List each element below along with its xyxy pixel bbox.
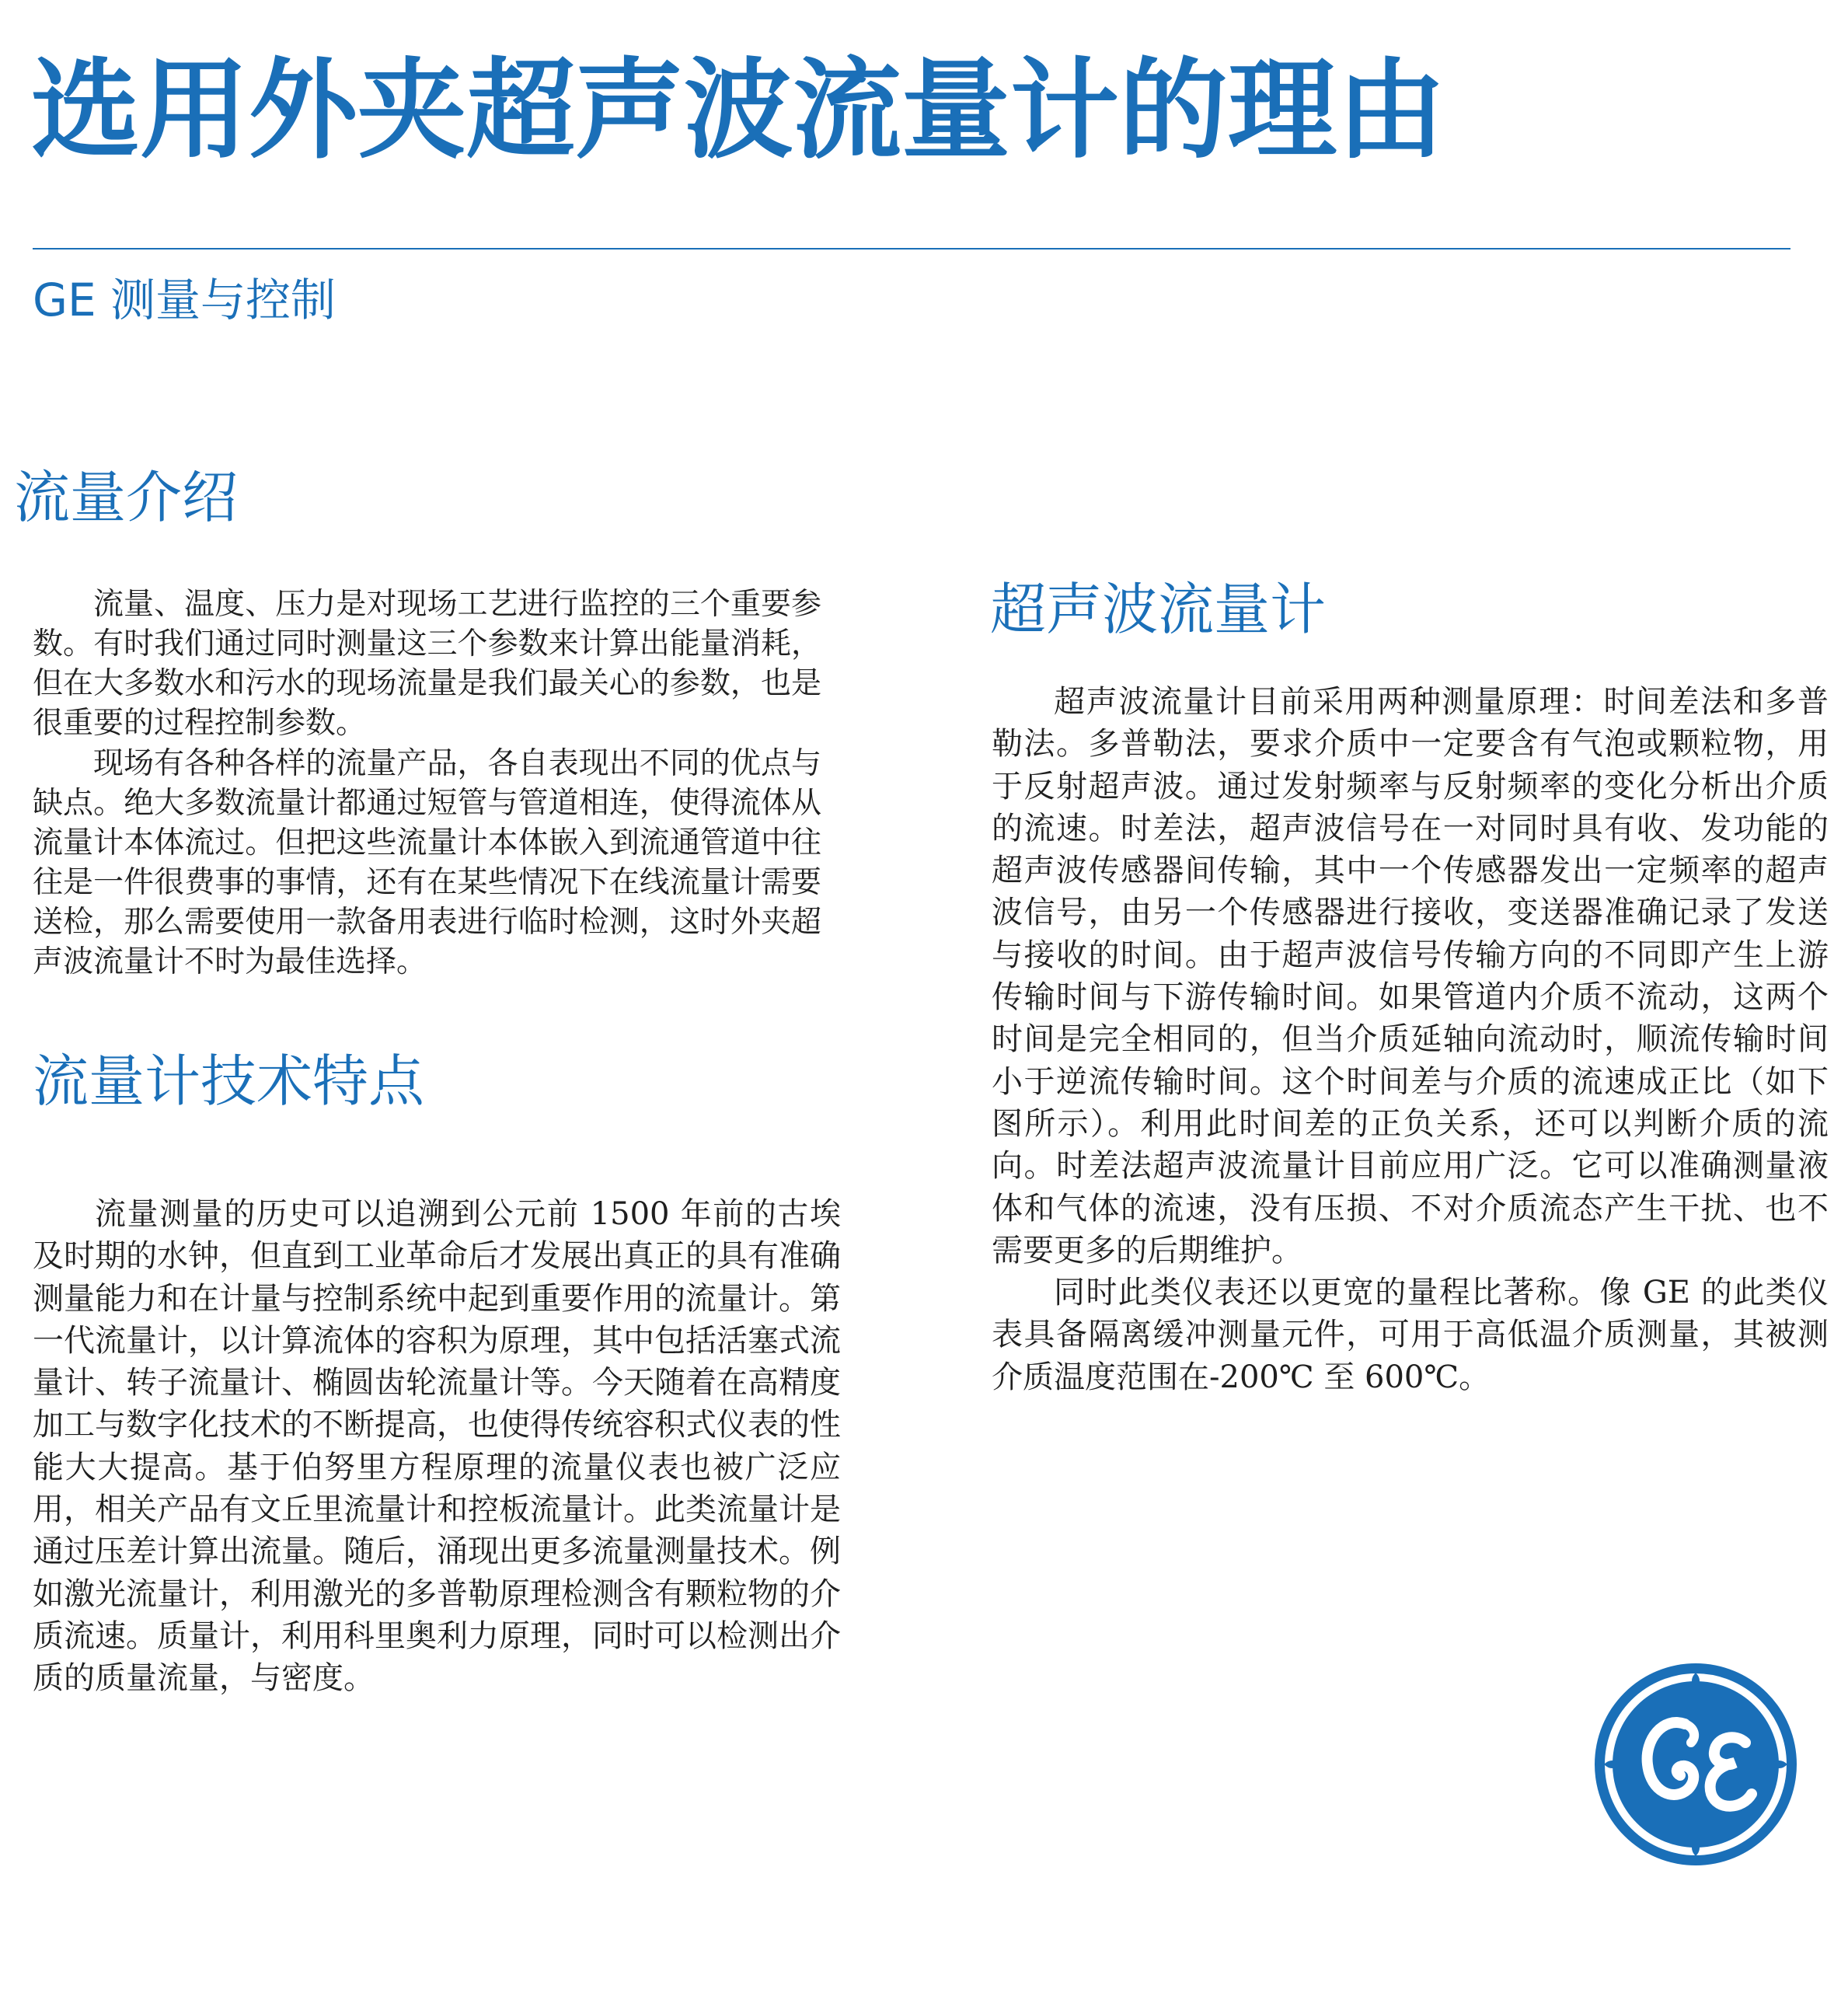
section-heading-features: 流量计技术特点 <box>33 1049 425 1114</box>
ge-monogram-icon <box>1593 1662 1798 1867</box>
intro-paragraph: 流量、温度、压力是对现场工艺进行监控的三个重要参数。有时我们通过同时测量这三个参数来计算出能量消耗，但在大多数水和污水的现场流量是我们最关心的参数，也是很重要的过程控制参数。 <box>33 587 821 741</box>
section-body-intro <box>33 585 821 982</box>
ultrasonic-paragraph: 超声波流量计目前采用两种测量原理：时间差法和多普勒法。多普勒法，要求介质中一定要含有气泡或颗粒物，用于反射超声波。通过发射频率与反射频率的变化分析出介质的流速。时差法，超声波信号在一对同时具有收、发功能的超声波传感器间传输，其中一个传感器发出一定频率的超声波信号，由另一个传感器进行接收，变送器准确记录了发送与接收的时间。由于超声波信号传输方向的不同即产生上游传输时间与下游传输时间。如果管道内介质不流动，这两个时间是完全相同的，但当介质延轴向流动时，顺流传输时间小于逆流传输时间。这个时间差与介质的流速成正比（如下图所示）。利用此时间差的正负关系，还可以判断介质的流向。时差法超声波流量计目前应用广泛。它可以准确测量液体和气体的流速，没有压损、不对介质流态产生干扰、也不需要更多的后期维护。 <box>992 684 1829 1268</box>
header-divider <box>33 248 1790 250</box>
section-heading-intro: 流量介绍 <box>14 465 239 530</box>
ultrasonic-paragraph: 同时此类仪表还以更宽的量程比著称。像 GE 的此类仪表具备隔离缓冲测量元件，可用于高低温介质测量，其被测介质温度范围在-200℃ 至 600℃。 <box>992 1275 1829 1395</box>
intro-paragraph: 现场有各种各样的流量产品，各自表现出不同的优点与缺点。绝大多数流量计都通过短管与管道相连，使得流体从流量计本体流过。但把这些流量计本体嵌入到流通管道中往往是一件很费事的事情，还有在某些情况下在线流量计需要送检，那么需要使用一款备用表进行临时检测，这时外夹超声波流量计不时为最佳选择。 <box>33 746 821 979</box>
section-body-ultrasonic <box>992 681 1829 1398</box>
section-heading-ultrasonic: 超声波流量计 <box>990 577 1327 642</box>
ge-logo <box>1593 1662 1798 1867</box>
features-paragraph: 流量测量的历史可以追溯到公元前 1500 年前的古埃及时期的水钟，但直到工业革命后才发展出真正的具有准确测量能力和在计量与控制系统中起到重要作用的流量计。第一代流量计，以计算流体的容积为原理，其中包括活塞式流量计、转子流量计、椭圆齿轮流量计等。今天随着在高精度加工与数字化技术的不断提高，也使得传统容积式仪表的性能大大提高。基于伯努里方程原理的流量仪表也被广泛应用，相关产品有文丘里流量计和控板流量计。此类流量计是通过压差计算出流量。随后，涌现出更多流量测量技术。例如激光流量计，利用激光的多普勒原理检测含有颗粒物的介质流速。质量计，利用科里奥利力原理，同时可以检测出介质的质量流量，与密度。 <box>33 1196 841 1697</box>
page-subtitle: GE 测量与控制 <box>33 274 336 326</box>
page-title: 选用外夹超声波流量计的理由 <box>31 47 1446 174</box>
section-body-features <box>33 1193 841 1700</box>
